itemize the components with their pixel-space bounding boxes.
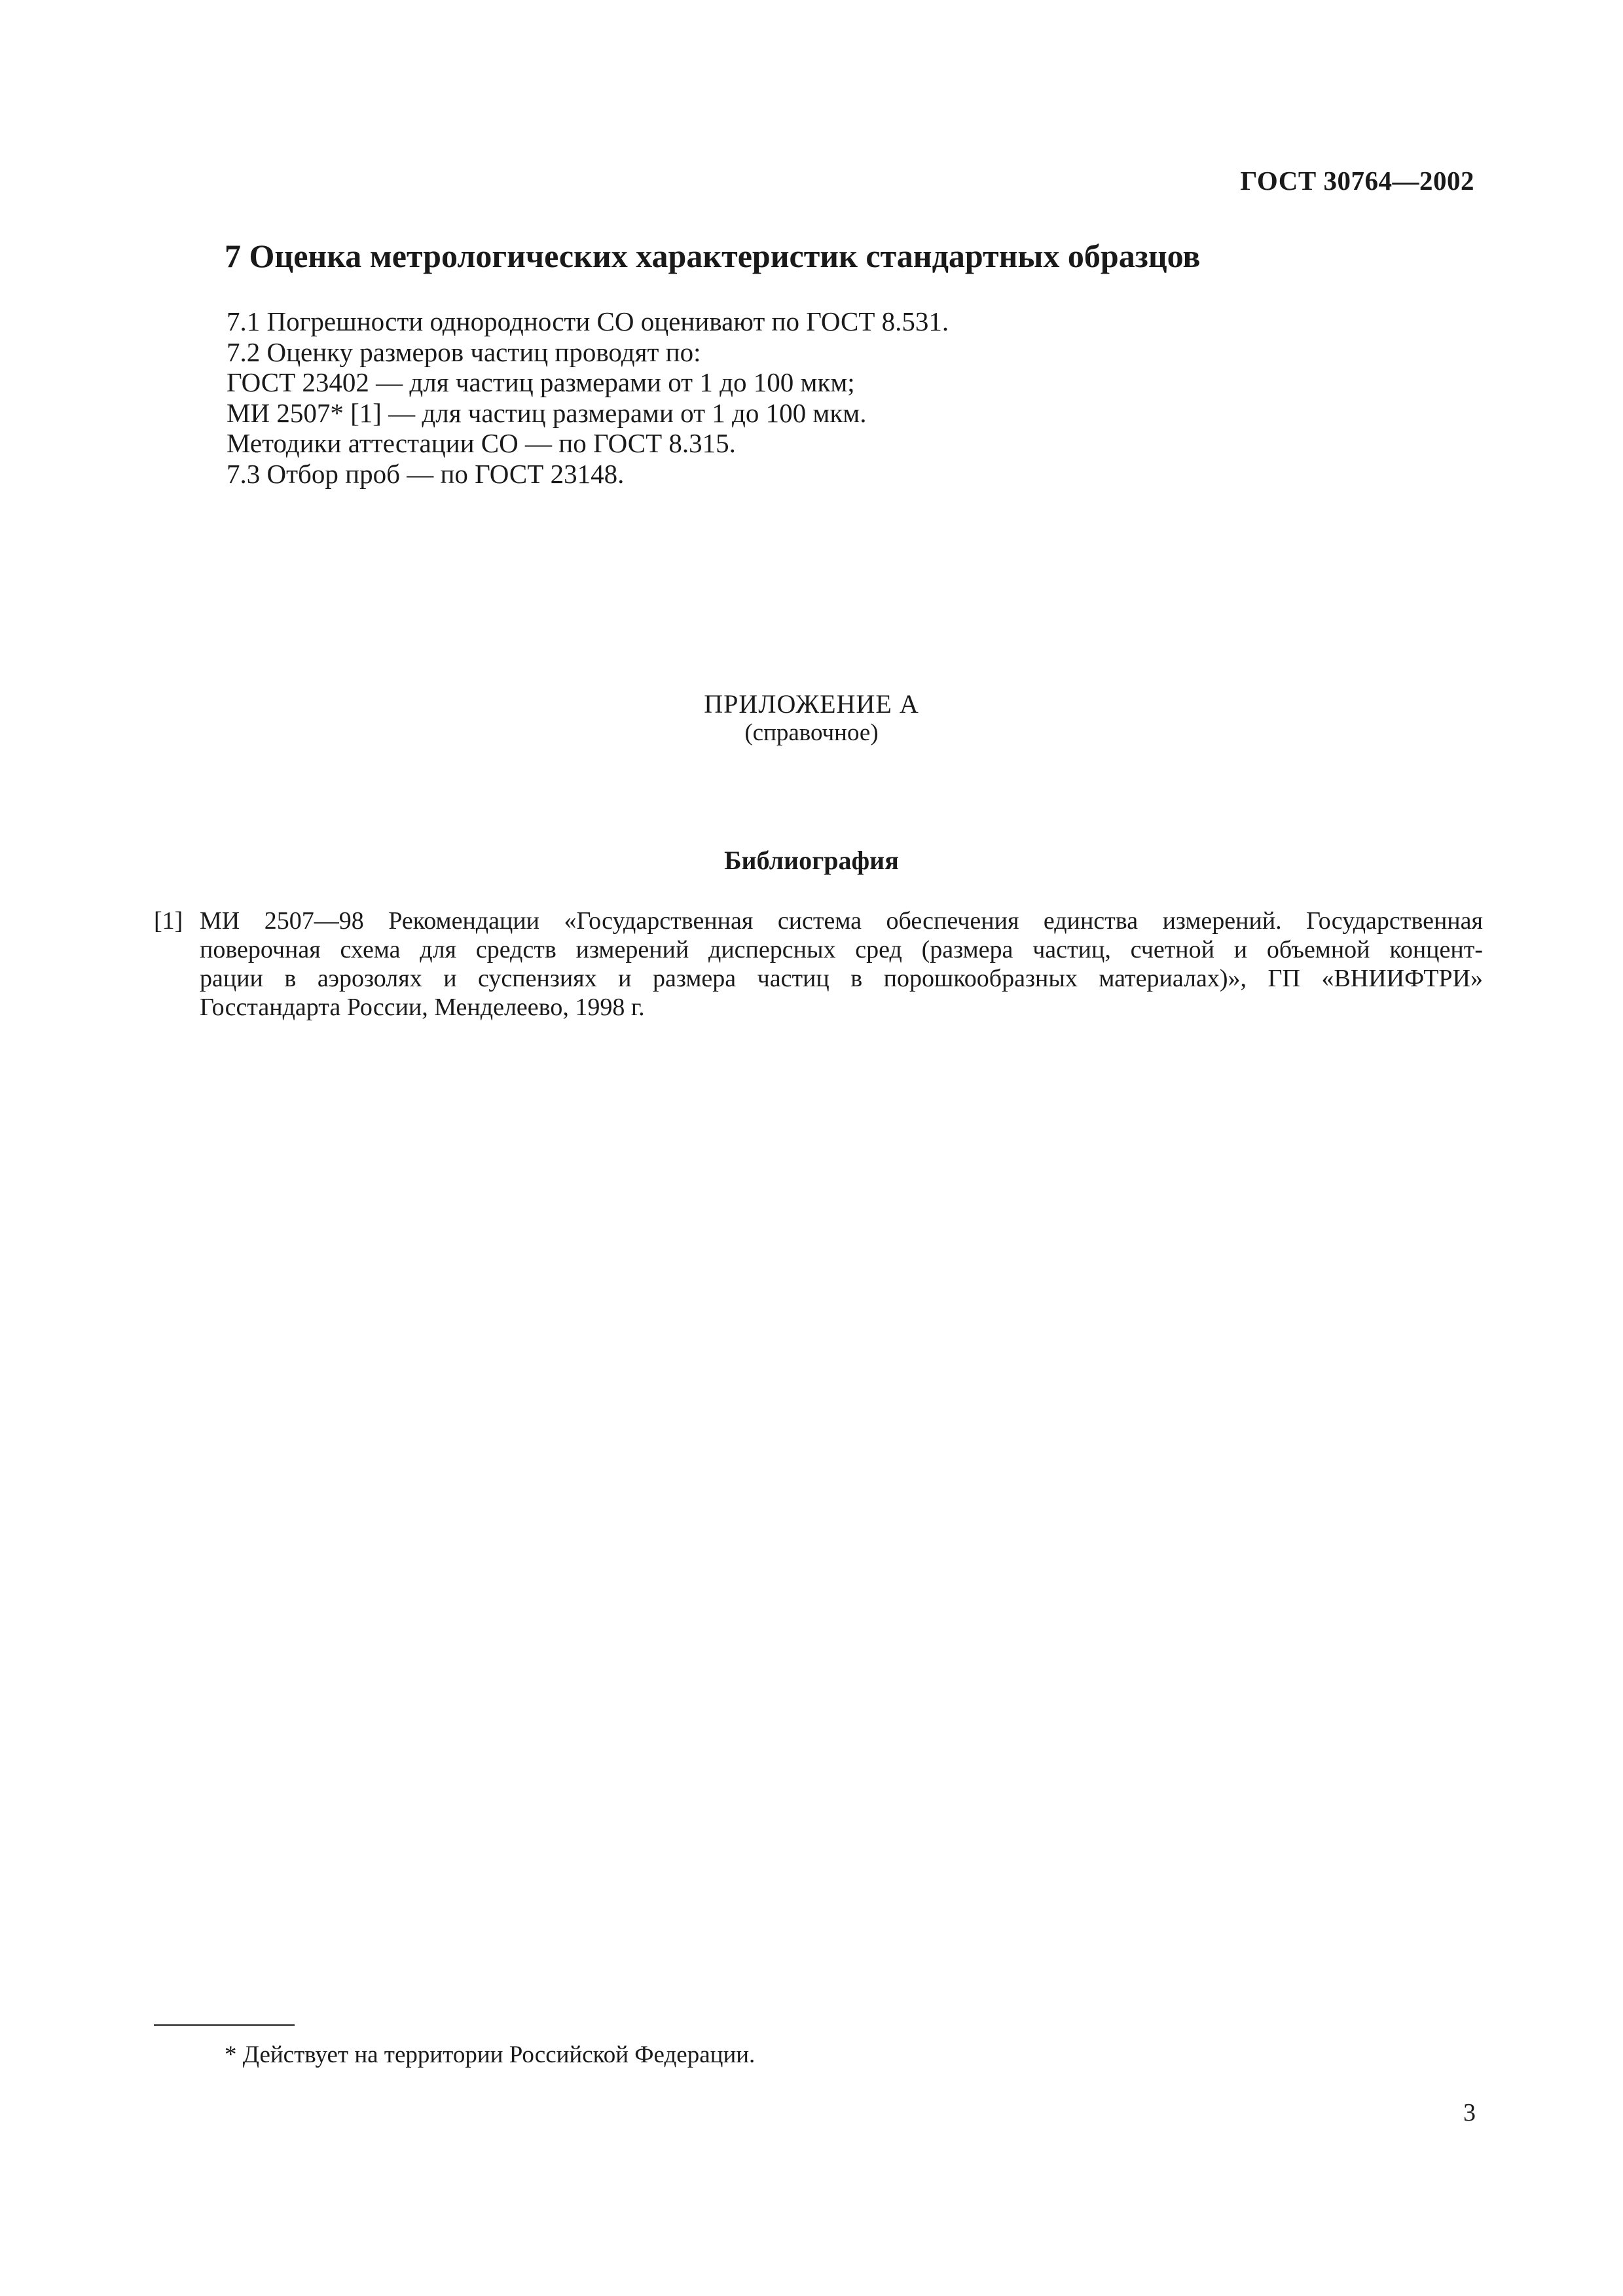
bibliography-title: Библиография	[724, 846, 899, 875]
section-title: 7 Оценка метрологических характеристик стандартных образцов	[225, 238, 1201, 274]
page-number: 3	[1463, 2099, 1476, 2126]
clause-7-2-methods: Методики аттестации СО — по ГОСТ 8.315.	[227, 428, 736, 458]
bibliography-entry-text	[200, 906, 1483, 1022]
bibliography-entry-number: [1]	[154, 907, 183, 935]
bibliography-line: МИ 2507—98 Рекомендации «Государственная система обеспечения единства измерений. Государственная	[200, 907, 1483, 935]
clause-7-2-item-gost: ГОСТ 23402 — для частиц размерами от 1 до 100 мкм;	[227, 367, 855, 397]
bibliography-line: рации в аэрозолях и суспензиях и размера частиц в порошкообразных материалах)», ГП «ВНИИФТРИ»	[200, 965, 1483, 992]
bibliography-line: Госстандарта России, Менделеево, 1998 г.	[200, 994, 645, 1021]
clause-7-2-item-mi: МИ 2507* [1] — для частиц размерами от 1 до 100 мкм.	[227, 397, 867, 428]
footnote: * Действует на территории Российской Федерации.	[225, 2041, 756, 2068]
bibliography-line: поверочная схема для средств измерений дисперсных сред (размера частиц, счетной и объемной концент-	[200, 936, 1483, 963]
annex-title: ПРИЛОЖЕНИЕ А	[704, 689, 919, 719]
section-body	[227, 306, 1470, 489]
clause-7-1: 7.1 Погрешности однородности СО оценивают по ГОСТ 8.531.	[227, 306, 949, 336]
clause-7-3: 7.3 Отбор проб — по ГОСТ 23148.	[227, 458, 625, 489]
annex-subtitle: (справочное)	[744, 719, 879, 746]
document-code-header: ГОСТ 30764—2002	[1240, 166, 1474, 196]
clause-7-2: 7.2 Оценку размеров частиц проводят по:	[227, 336, 701, 367]
footnote-divider	[154, 2024, 295, 2026]
